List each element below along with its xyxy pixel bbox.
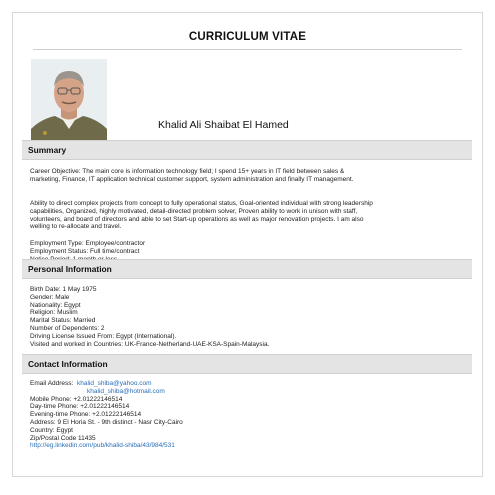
text-line: capabilities, Organized, highly motivated, detail-directed problem solver, Proven ability to work in unison with staff, xyxy=(30,207,358,215)
section-title-personal: Personal Information xyxy=(28,264,112,274)
career-objective xyxy=(30,168,464,184)
email-link-hotmail[interactable]: khalid_shiba@hotmail.com xyxy=(87,387,165,395)
section-header-personal xyxy=(22,259,472,279)
email-label: Email Address: xyxy=(30,380,74,387)
profile-photo xyxy=(31,59,107,146)
text-line: Day-time Phone: +2.01222146514 xyxy=(30,403,130,411)
text-line: Country: Egypt xyxy=(30,426,73,434)
text-line: volunteers, and board of directors and able to set Start-up operations as well as major renovation projects. I am also xyxy=(30,215,364,223)
text-line: Employment Type: Employee/contractor xyxy=(30,240,146,247)
text-line: Mobile Phone: +2.01222146514 xyxy=(30,395,123,403)
cv-page xyxy=(12,12,483,477)
text-line: Evening-time Phone: +2.01222146514 xyxy=(30,411,142,419)
text-line: Address: 9 El Horia St. - 9th distinct - Nasr City-Cairo xyxy=(30,418,183,426)
email-line xyxy=(30,380,464,388)
text-line: Zip/Postal Code 11435 xyxy=(30,434,96,442)
contact-info xyxy=(30,380,464,450)
text-line: Birth Date: 1 May 1975 xyxy=(30,286,97,293)
title-divider xyxy=(33,49,462,50)
text-line: Religion: Muslim xyxy=(30,309,78,317)
section-title-summary: Summary xyxy=(28,145,67,155)
text-line: Nationality: Egypt xyxy=(30,301,81,309)
section-title-contact: Contact Information xyxy=(28,359,108,369)
personal-info xyxy=(30,286,464,348)
text-line: Marital Status: Married xyxy=(30,317,96,325)
ability-paragraph xyxy=(30,200,464,231)
text-line: Employment Status: Full time/contract xyxy=(30,247,140,255)
profile-photo-graphic xyxy=(31,59,107,146)
text-line: Career Objective: The main core is information technology field; I spend 15+ years in IT field between sales & xyxy=(30,168,345,175)
text-line: Number of Dependents: 2 xyxy=(30,324,105,332)
text-line: Driving License Issued From: Egypt (International). xyxy=(30,332,177,340)
email-link-yahoo[interactable]: khalid_shiba@yahoo.com xyxy=(76,380,152,387)
text-line: welling to re-allocate and travel. xyxy=(30,223,122,231)
section-header-summary xyxy=(22,140,472,160)
text-line: Ability to direct complex projects from concept to fully operational status, Goal-oriented individual with strong leadership xyxy=(30,200,373,207)
page-title: CURRICULUM VITAE xyxy=(188,31,307,43)
text-line: Visited and worked in Countries: UK-France-Netherland-UAE-KSA-Spain-Malaysia. xyxy=(30,340,270,348)
candidate-name: Khalid Ali Shaibat El Hamed xyxy=(158,119,289,131)
text-line: Gender: Male xyxy=(30,293,70,301)
linkedin-link[interactable]: http://eg.linkedin.com/pub/khalid-shiba/43/984/531 xyxy=(30,442,175,450)
section-header-contact xyxy=(22,354,472,374)
text-line: marketing, Finance, IT application technical customer support, system administration and finally IT management. xyxy=(30,175,354,183)
email-line-2 xyxy=(30,388,464,396)
